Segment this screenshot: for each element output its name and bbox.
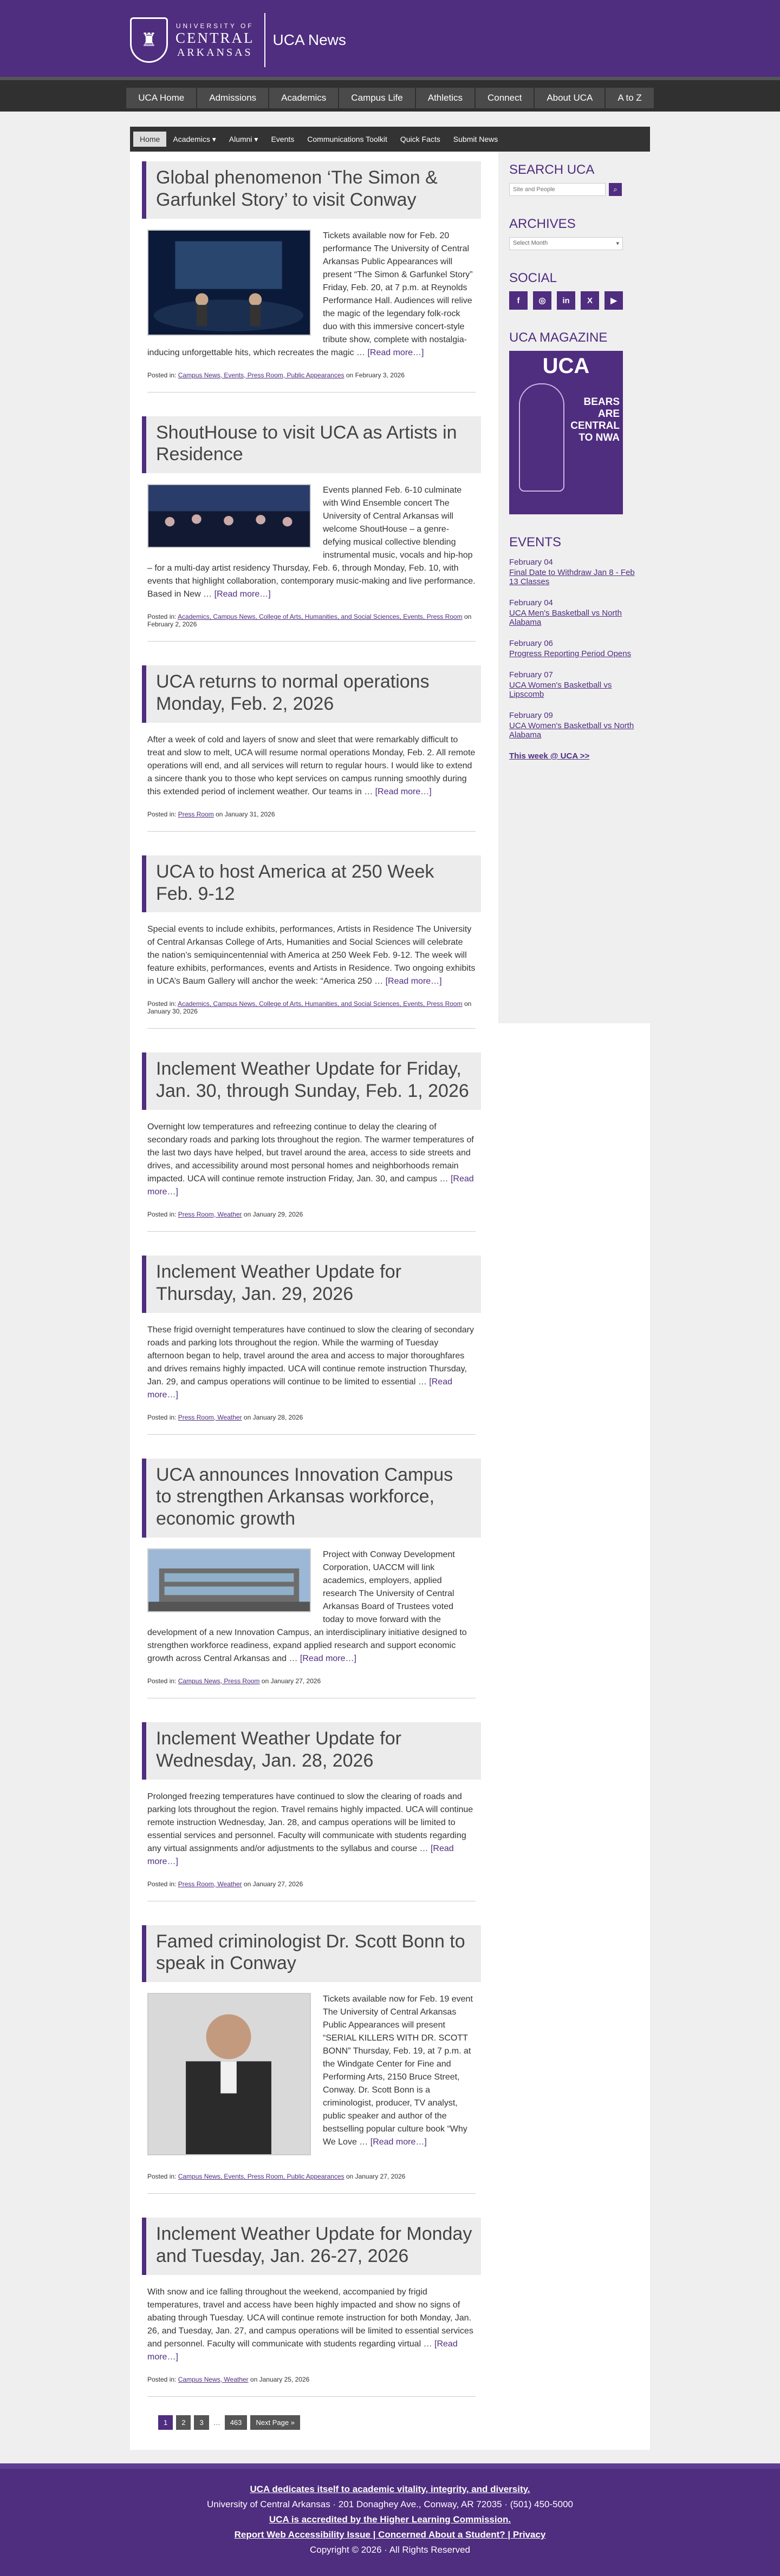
post-title[interactable]: Global phenomenon ‘The Simon & Garfunkel Story’ to visit Conway xyxy=(142,161,481,219)
event-date: February 09 xyxy=(509,711,553,720)
sub-nav xyxy=(130,127,650,152)
page-link-last[interactable]: 463 xyxy=(225,2415,248,2430)
post-title[interactable]: UCA returns to normal operations Monday, Feb. 2, 2026 xyxy=(142,665,481,723)
post-entry xyxy=(142,2218,481,2397)
sub-nav-submit-news[interactable]: Submit News xyxy=(453,135,498,143)
post-date: January 25, 2026 xyxy=(259,2375,310,2383)
post-title[interactable]: Inclement Weather Update for Friday, Jan. 30, through Sunday, Feb. 1, 2026 xyxy=(142,1052,481,1110)
posted-in-label: Posted in: xyxy=(147,613,177,621)
posted-in-label: Posted in: xyxy=(147,1880,177,1888)
sub-nav-home[interactable]: Home xyxy=(133,132,166,147)
post-entry xyxy=(142,416,481,642)
post-thumbnail-speaker-portrait[interactable] xyxy=(147,1993,311,2155)
post-excerpt: Project with Conway Development Corporation, UACCM will link academics, employers, applied research The University of Central Arkansas Board of Trustees voted today to move forward with the development of a new Innovation Campus, an interdisciplinary initiative designed to strengthen workforce readiness, expand applied research and support economic growth across Central Arkansas and … xyxy=(147,1549,467,1663)
post-meta xyxy=(147,2376,476,2397)
main-nav-item[interactable]: A to Z xyxy=(606,88,653,108)
social-title: SOCIAL xyxy=(509,271,557,285)
main-nav-item[interactable]: About UCA xyxy=(535,88,604,108)
sub-nav-events[interactable]: Events xyxy=(271,135,295,143)
read-more-link[interactable]: [Read more…] xyxy=(147,1174,474,1197)
event-item xyxy=(509,670,641,699)
on-label: on xyxy=(216,810,223,818)
post-entry xyxy=(142,665,481,832)
post-categories[interactable]: Campus News, Press Room xyxy=(178,1677,260,1685)
post-categories[interactable]: Campus News, Events, Press Room, Public Appearances xyxy=(178,371,344,379)
post-entry xyxy=(142,1052,481,1232)
post-excerpt: Tickets available now for Feb. 19 event The University of Central Arkansas Public Appearances will present “SERIAL KILLERS WITH DR. SCOTT BONN” Thursday, Feb. 19, at 7 p.m. at the Windgate Center for Fine and Performing Arts, 2150 Bruce Street, Conway. Dr. Scott Bonn is a criminologist, producer, TV analyst, public speaker and author of the bestselling popular culture book “Why We Love … xyxy=(323,1995,473,2147)
read-more-link[interactable]: [Read more…] xyxy=(367,348,424,357)
post-excerpt: Tickets available now for Feb. 20 performance The University of Central Arkansas Public Appearances will present “The Simon & Garfunkel Story” Friday, Feb. 20, at 7 p.m. at Reynolds Performance Hall. Audiences will relive the magic of the legendary folk-rock duo with this immersive concert-style tribute show, complete with nostalgia-inducing unforgettable hits, which recreates the magic … xyxy=(147,231,473,357)
post-categories[interactable]: Press Room, Weather xyxy=(178,1880,242,1888)
event-item xyxy=(509,639,641,658)
events-widget xyxy=(509,535,641,761)
post-entry xyxy=(142,161,481,393)
on-label: on xyxy=(464,613,472,621)
sub-nav-toolkit[interactable]: Communications Toolkit xyxy=(307,135,387,143)
main-nav-item[interactable]: UCA Home xyxy=(126,88,196,108)
event-date: February 04 xyxy=(509,598,553,607)
page-link-3[interactable]: 3 xyxy=(194,2415,209,2430)
posted-in-label: Posted in: xyxy=(147,371,177,379)
logo-small-text: UNIVERSITY OF xyxy=(176,22,254,30)
on-label: on xyxy=(243,1210,251,1218)
post-date: January 29, 2026 xyxy=(252,1210,303,1218)
post-entry xyxy=(142,1925,481,2194)
post-thumbnail-band-image[interactable] xyxy=(147,484,311,548)
post-entry xyxy=(142,1459,481,1698)
post-excerpt: Overnight low temperatures and refreezing continue to delay the clearing of secondary roads and parking lots throughout the region. The warmer temperatures of the last two days have helped, but travel around the area, access to side streets and drives, and accessibility around most personal homes and neighborhoods remain impacted. UCA will continue remote instruction Friday, Jan. 30, and campus … xyxy=(147,1122,474,1184)
facebook-icon[interactable]: f xyxy=(509,291,528,310)
archives-title: ARCHIVES xyxy=(509,217,576,231)
post-list xyxy=(130,152,493,2430)
bear-illustration-icon xyxy=(519,383,564,492)
post-categories[interactable]: Campus News, Weather xyxy=(178,2375,249,2383)
read-more-link[interactable]: [Read more…] xyxy=(385,977,442,986)
instagram-icon[interactable]: ◎ xyxy=(533,291,551,310)
post-title[interactable]: Inclement Weather Update for Wednesday, Jan. 28, 2026 xyxy=(142,1722,481,1780)
events-title: EVENTS xyxy=(509,535,562,550)
post-categories[interactable]: Press Room xyxy=(178,810,214,818)
magazine-widget xyxy=(509,330,641,514)
event-date: February 04 xyxy=(509,558,553,567)
event-date: February 06 xyxy=(509,639,553,648)
logo-big-text: CENTRAL xyxy=(176,29,255,46)
on-label: on xyxy=(261,1677,269,1685)
page-container xyxy=(130,127,650,2450)
read-more-link[interactable]: [Read more…] xyxy=(147,1843,454,1866)
post-meta xyxy=(147,613,476,642)
event-link[interactable]: UCA Women's Basketball vs North Alabama xyxy=(509,721,634,740)
magazine-title: UCA MAGAZINE xyxy=(509,330,608,345)
magazine-cover-headline: BEARS ARE CENTRAL TO NWA xyxy=(570,396,620,443)
search-icon: ⌕ xyxy=(613,185,618,193)
main-nav-item[interactable]: Admissions xyxy=(197,88,268,108)
posted-in-label: Posted in: xyxy=(147,2173,177,2181)
event-date: February 07 xyxy=(509,670,553,679)
linkedin-icon[interactable]: in xyxy=(557,291,575,310)
read-more-link[interactable]: [Read more…] xyxy=(147,2339,458,2362)
main-nav-item[interactable]: Connect xyxy=(476,88,534,108)
main-nav-item[interactable]: Athletics xyxy=(416,88,474,108)
post-entry xyxy=(142,855,481,1029)
magazine-cover-image[interactable] xyxy=(509,351,623,514)
post-date: January 27, 2026 xyxy=(252,1880,303,1888)
post-meta xyxy=(147,810,476,832)
post-meta xyxy=(147,2173,476,2194)
archives-select-value: Select Month xyxy=(513,240,548,246)
post-date: February 2, 2026 xyxy=(147,620,197,629)
footer-mission[interactable]: UCA dedicates itself to academic vitality, integrity, and diversity. xyxy=(250,2484,530,2494)
on-label: on xyxy=(346,371,354,379)
archives-widget xyxy=(509,217,641,250)
post-date: January 27, 2026 xyxy=(355,2173,406,2181)
footer-links[interactable]: Report Web Accessibility Issue | Concerned About a Student? | Privacy xyxy=(234,2529,546,2540)
posted-in-label: Posted in: xyxy=(147,1210,177,1218)
post-thumbnail-building-image[interactable] xyxy=(147,1548,311,1612)
read-more-link[interactable]: [Read more…] xyxy=(214,590,271,599)
post-categories[interactable]: Academics, Campus News, College of Arts, Humanities, and Social Sciences, Events, Press Room xyxy=(178,613,463,621)
post-meta xyxy=(147,1414,476,1435)
post-excerpt: Special events to include exhibits, performances, Artists in Residence The University of Central Arkansas College of Arts, Humanities and Social Sciences will celebrate the nation’s semiquincentennial with America at 250 Week Feb. 9-12. The week will feature exhibits, performances, events and Artists in Residence. Two ongoing exhibits in UCA’s Baum Gallery will anchor the week: “America 250 … xyxy=(147,925,476,986)
read-more-link[interactable]: [Read more…] xyxy=(300,1653,356,1663)
post-meta xyxy=(147,1880,476,1901)
next-page-button[interactable]: Next Page » xyxy=(250,2415,300,2430)
posted-in-label: Posted in: xyxy=(147,1677,177,1685)
event-link[interactable]: UCA Women's Basketball vs Lipscomb xyxy=(509,681,612,699)
event-link[interactable]: UCA Men's Basketball vs North Alabama xyxy=(509,609,622,627)
x-twitter-icon[interactable]: X xyxy=(581,291,599,310)
archives-select[interactable] xyxy=(509,237,623,250)
site-footer xyxy=(0,2463,780,2576)
sidebar xyxy=(498,152,650,1023)
post-categories[interactable]: Press Room, Weather xyxy=(178,1413,242,1421)
post-date: January 31, 2026 xyxy=(224,810,275,818)
event-item xyxy=(509,711,641,740)
search-widget xyxy=(509,162,641,196)
post-categories[interactable]: Press Room, Weather xyxy=(178,1210,242,1218)
on-label: on xyxy=(243,1413,251,1421)
site-header xyxy=(0,0,780,77)
search-input[interactable] xyxy=(509,183,606,196)
footer-copyright: Copyright © 2026 · All Rights Reserved xyxy=(310,2545,470,2555)
site-title[interactable]: UCA News xyxy=(272,31,346,48)
post-title[interactable]: UCA to host America at 250 Week Feb. 9-12 xyxy=(142,855,481,913)
post-meta xyxy=(147,1211,476,1232)
post-excerpt: With snow and ice falling throughout the weekend, accompanied by frigid temperatures, travel and access have been highly impacted and show no signs of abating through Tuesday. UCA will continue remote instruction for both Monday, Jan. 26, and Tuesday, Jan. 27, and campus operations will be limited to essential services and personnel. Faculty will communicate with students regarding virtual … xyxy=(147,2287,473,2349)
post-thumbnail-concert-image[interactable] xyxy=(147,230,311,336)
on-label: on xyxy=(464,1000,472,1008)
search-title: SEARCH UCA xyxy=(509,162,595,177)
footer-address: University of Central Arkansas · 201 Donaghey Ave., Conway, AR 72035 · (501) 450-5000 xyxy=(207,2499,573,2510)
sub-nav-alumni[interactable]: Alumni ▾ xyxy=(229,134,258,143)
chevron-down-icon: ▾ xyxy=(616,240,619,247)
youtube-icon[interactable]: ▶ xyxy=(604,291,623,310)
on-label: on xyxy=(250,2375,258,2383)
post-date: January 30, 2026 xyxy=(147,1008,198,1016)
post-excerpt: Events planned Feb. 6-10 culminate with Wind Ensemble concert The University of Central Arkansas will welcome ShoutHouse – a genre-defying musical collective blending instrumental music, vocals and hip-hop – for a multi-day artist residency Thursday, Feb. 6, through Monday, Feb. 10, with events that highlight collaboration, contemporary music-making and live performance. Based in New … xyxy=(147,486,476,599)
post-excerpt: Prolonged freezing temperatures have continued to slow the clearing of roads and parking lots throughout the region. Travel remains highly impacted. UCA will continue remote instruction Wednesday, Jan. 28, and campus operations will be limited to essential services and personnel. Faculty will communicate with students regarding any virtual assignments and/or adjustments to the syllabus and course … xyxy=(147,1792,473,1853)
page-link-2[interactable]: 2 xyxy=(176,2415,191,2430)
post-meta xyxy=(147,1000,476,1029)
event-link[interactable]: Progress Reporting Period Opens xyxy=(509,649,632,658)
post-meta xyxy=(147,1677,476,1698)
read-more-link[interactable]: [Read more…] xyxy=(370,2137,427,2147)
event-item xyxy=(509,598,641,627)
post-date: January 28, 2026 xyxy=(252,1413,303,1421)
post-excerpt: After a week of cold and layers of snow and sleet that were remarkably difficult to treat and slow to melt, UCA will resume normal operations Monday, Feb. 2. All remote operations will end, and all services will return to regular hours. I would like to extend a sincere thank you to those who kept services on campus running smoothly during this extended period of inclement weather. Our teams in … xyxy=(147,735,476,796)
main-nav xyxy=(0,77,780,112)
main-nav-item[interactable]: Campus Life xyxy=(339,88,414,108)
post-title[interactable]: UCA announces Innovation Campus to strengthen Arkansas workforce, economic growth xyxy=(142,1459,481,1538)
post-entry xyxy=(142,1722,481,1901)
post-categories[interactable]: Campus News, Events, Press Room, Public Appearances xyxy=(178,2173,344,2181)
on-label: on xyxy=(346,2173,354,2181)
post-date: January 27, 2026 xyxy=(270,1677,321,1685)
page-ellipsis: … xyxy=(213,2418,220,2427)
post-title[interactable]: Inclement Weather Update for Thursday, Jan. 29, 2026 xyxy=(142,1256,481,1313)
post-meta xyxy=(147,371,476,393)
logo-divider xyxy=(264,13,265,67)
uca-logo[interactable] xyxy=(130,17,255,63)
post-title[interactable]: Famed criminologist Dr. Scott Bonn to speak in Conway xyxy=(142,1925,481,1983)
social-widget xyxy=(509,271,641,310)
sub-nav-quick-facts[interactable]: Quick Facts xyxy=(400,135,440,143)
post-date: February 3, 2026 xyxy=(355,371,405,379)
posted-in-label: Posted in: xyxy=(147,2375,177,2383)
footer-accreditation[interactable]: UCA is accredited by the Higher Learning Commission. xyxy=(269,2514,511,2525)
logo-big2-text: ARKANSAS xyxy=(177,46,253,58)
read-more-link[interactable]: [Read more…] xyxy=(147,1377,452,1400)
magazine-cover-logo: UCA xyxy=(542,354,590,378)
posted-in-label: Posted in: xyxy=(147,1000,177,1008)
sub-nav-academics[interactable]: Academics ▾ xyxy=(173,134,216,143)
posted-in-label: Posted in: xyxy=(147,810,177,818)
main-nav-item[interactable]: Academics xyxy=(269,88,338,108)
event-item xyxy=(509,558,641,586)
post-excerpt: These frigid overnight temperatures have continued to slow the clearing of secondary roads and parking lots throughout the region. While the warming of Tuesday afternoon began to help, travel around the area and access to major thoroughfares and drives remains highly impacted. UCA will continue remote instruction Thursday, Jan. 29, and campus operations will continue to be limited to essential … xyxy=(147,1325,474,1387)
read-more-link[interactable]: [Read more…] xyxy=(375,787,432,796)
uca-seal-icon: ♜ xyxy=(130,17,168,63)
event-link[interactable]: Final Date to Withdraw Jan 8 - Feb 13 Classes xyxy=(509,568,635,586)
this-week-link[interactable]: This week @ UCA >> xyxy=(509,751,590,761)
search-button[interactable] xyxy=(609,183,622,196)
post-title[interactable]: ShoutHouse to visit UCA as Artists in Residence xyxy=(142,416,481,474)
page-link-1[interactable]: 1 xyxy=(158,2415,173,2430)
pagination xyxy=(158,2415,481,2430)
post-entry xyxy=(142,1256,481,1435)
on-label: on xyxy=(243,1880,251,1888)
post-title[interactable]: Inclement Weather Update for Monday and Tuesday, Jan. 26-27, 2026 xyxy=(142,2218,481,2275)
posted-in-label: Posted in: xyxy=(147,1413,177,1421)
post-categories[interactable]: Academics, Campus News, College of Arts, Humanities, and Social Sciences, Events, Press Room xyxy=(178,1000,463,1008)
